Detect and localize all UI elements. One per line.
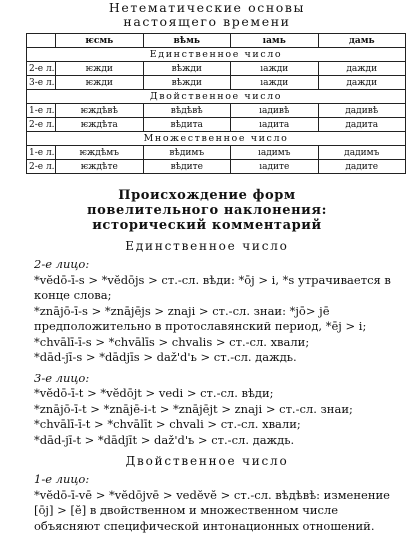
table-cell: вѣжди <box>143 76 231 90</box>
table-cell: ıадимъ <box>231 146 319 160</box>
conjugation-table <box>26 33 406 174</box>
row-label: 3-е л. <box>27 76 56 90</box>
table-cell: дадивѣ <box>318 104 406 118</box>
table-row <box>27 76 406 90</box>
section-title: Множественное число <box>27 132 406 146</box>
derivation-line: *vĕdō-ī-t > *vĕdōjt > vedi > ст.-сл. вѣди; <box>16 386 400 402</box>
table-cell: ѥждѣвѣ <box>56 104 144 118</box>
section-heading-dual: Двойственное число <box>0 454 414 468</box>
section-row <box>27 48 406 62</box>
section-title: Двойственное число <box>27 90 406 104</box>
table-cell: вѣжди <box>143 62 231 76</box>
table-row <box>27 160 406 174</box>
table-cell: дадите <box>318 160 406 174</box>
derivation-line: *dād-jī-t > *dādjīt > daž'd'ь > ст.-сл. даждь. <box>16 433 400 449</box>
table-cell: дажди <box>318 62 406 76</box>
table-header-row <box>27 34 406 48</box>
table-row <box>27 104 406 118</box>
header-cell-damь: дамь <box>318 34 406 48</box>
table-cell: дадимъ <box>318 146 406 160</box>
table-cell: ѥждѣмъ <box>56 146 144 160</box>
header-cell-jamь: ıамь <box>231 34 319 48</box>
header-cell-empty <box>27 34 56 48</box>
table-cell: вѣдита <box>143 118 231 132</box>
table-cell: ѥжди <box>56 62 144 76</box>
derivation-line: *znājō-ī-t > *znājē-i-t > *znājējt > znaji > ст.-сл. знаи; <box>16 402 400 418</box>
commentary-title-line1: Происхождение форм <box>0 188 414 203</box>
derivation-line: *chvālī-ī-t > *chvālīt > chvali > ст.-сл. хвали; <box>16 417 400 433</box>
person-heading: 1-е лицо: <box>16 472 400 488</box>
row-label: 1-е л. <box>27 104 56 118</box>
table-cell: вѣдимъ <box>143 146 231 160</box>
page <box>0 1 414 481</box>
derivation-line: *chvālī-ī-s > *chvālīs > chvalis > ст.-сл. хвали; <box>16 335 400 351</box>
table-cell: дадита <box>318 118 406 132</box>
table-title-line2: настоящего времени <box>0 15 414 29</box>
section-title: Единственное число <box>27 48 406 62</box>
table-cell: ıадите <box>231 160 319 174</box>
singular-2nd-person <box>16 257 400 366</box>
table-cell: ѥждѣта <box>56 118 144 132</box>
derivation-line: *znājō-ī-s > *znājējs > znaji > ст.-сл. знаи: *jō> jē предположительно в протославянский период, *ēj > i; <box>16 304 400 335</box>
table-cell: ıажди <box>231 62 319 76</box>
singular-3rd-person <box>16 371 400 449</box>
derivation-line: *vĕdō-ī-vē > *vĕdōjvē > vedĕvĕ > ст.-сл. вѣдѣвѣ: изменение [ōj] > [ĕ] в двойственном и множественном числе объясняют специфической интонационных отношений. <box>16 488 400 534</box>
table-row <box>27 62 406 76</box>
table-cell: вѣдѣвѣ <box>143 104 231 118</box>
dual-1st-person <box>16 472 400 534</box>
row-label: 2-е л. <box>27 62 56 76</box>
person-heading: 2-е лицо: <box>16 257 400 273</box>
commentary-title-line2: повелительного наклонения: <box>0 203 414 218</box>
table-row <box>27 146 406 160</box>
row-label: 2-е л. <box>27 118 56 132</box>
header-cell-vemь: вѣмь <box>143 34 231 48</box>
table-cell: ѥждѣте <box>56 160 144 174</box>
section-heading-singular: Единственное число <box>0 239 414 253</box>
table-cell: дажди <box>318 76 406 90</box>
row-label: 2-е л. <box>27 160 56 174</box>
section-row <box>27 90 406 104</box>
table-cell: ıадивѣ <box>231 104 319 118</box>
derivation-line: *dād-jī-s > *dādjīs > daž'd'ь > ст.-сл. даждь. <box>16 350 400 366</box>
table-cell: вѣдите <box>143 160 231 174</box>
commentary-title-line3: исторический комментарий <box>0 218 414 233</box>
person-heading: 3-е лицо: <box>16 371 400 387</box>
row-label: 1-е л. <box>27 146 56 160</box>
table-row <box>27 118 406 132</box>
header-cell-jesmь: ѥсмь <box>56 34 144 48</box>
section-row <box>27 132 406 146</box>
table-cell: ѥжди <box>56 76 144 90</box>
table-cell: ıажди <box>231 76 319 90</box>
table-cell: ıадита <box>231 118 319 132</box>
derivation-line: *vĕdō-ī-s > *vĕdōjs > ст.-сл. вѣди: *ōj > i, *s утрачивается в конце слова; <box>16 273 400 304</box>
table-title-line1: Нетематические основы <box>0 1 414 15</box>
